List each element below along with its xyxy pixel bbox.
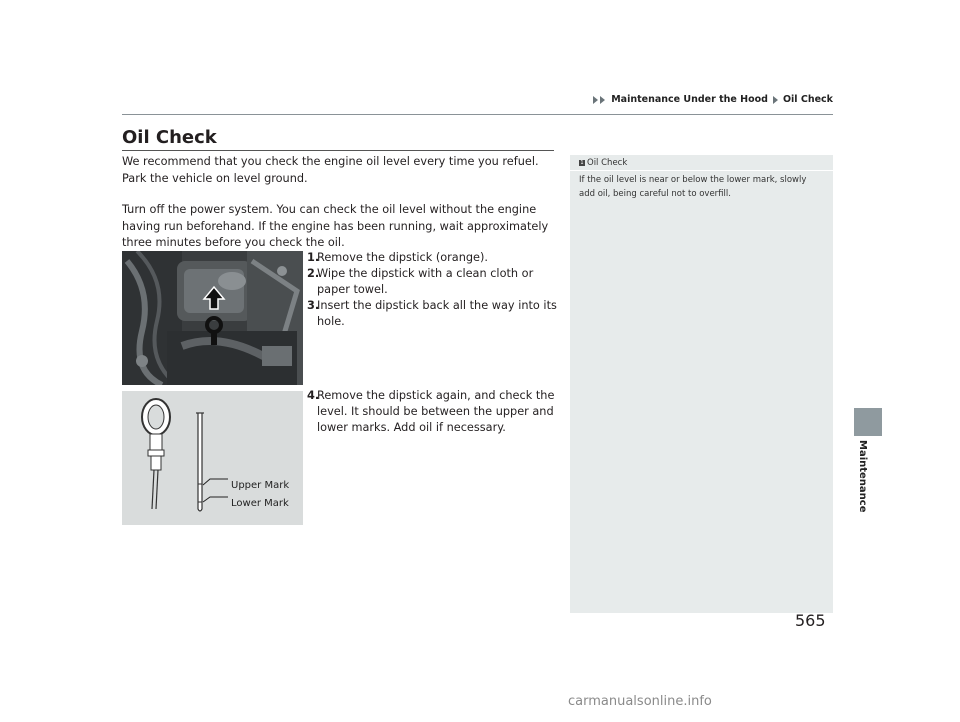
step-number: 2. <box>307 267 320 280</box>
breadcrumb-section[interactable]: Maintenance Under the Hood <box>611 94 768 105</box>
page-number: 565 <box>795 611 826 630</box>
double-arrow-icon <box>593 96 606 104</box>
header-rule <box>122 114 833 115</box>
step-text: Remove the dipstick again, and check the level. It should be between the upper and lower marks. Add oil if necessary. <box>317 389 555 434</box>
dipstick-diagram <box>122 391 303 525</box>
step-4 <box>307 388 557 436</box>
section-tab-label: Maintenance <box>857 440 868 513</box>
side-note-panel <box>570 155 833 613</box>
step-text: Insert the dipstick back all the way into its hole. <box>317 299 557 328</box>
section-tab[interactable] <box>854 408 882 436</box>
side-note-header <box>579 158 627 168</box>
side-note-body: If the oil level is near or below the lower mark, slowly add oil, being careful not to overfill. <box>579 175 807 199</box>
lower-mark-label: Lower Mark <box>231 498 289 509</box>
upper-mark-label: Upper Mark <box>231 480 290 491</box>
step-number: 4. <box>307 389 320 402</box>
step-item <box>307 298 557 330</box>
engine-illustration <box>122 251 303 385</box>
lower-mark-leader <box>203 497 228 502</box>
steps-1-3 <box>307 250 557 330</box>
breadcrumb <box>593 94 833 105</box>
upper-mark-leader <box>203 479 228 485</box>
note-marker-icon: 1 <box>580 160 584 166</box>
page-title: Oil Check <box>122 127 217 148</box>
section-tab-label-wrap <box>856 440 870 513</box>
breadcrumb-page[interactable]: Oil Check <box>782 94 833 105</box>
step-text: Remove the dipstick (orange). <box>317 251 489 264</box>
arrow-icon <box>773 96 778 104</box>
step-item <box>307 266 557 298</box>
watermark: carmanualsonline.info <box>568 694 712 709</box>
step-number: 3. <box>307 299 320 312</box>
intro-paragraph <box>122 154 558 187</box>
step-item <box>307 250 557 266</box>
power-off-paragraph: Turn off the power system. You can check the oil level without the engine having run beforehand. If the engine has been running, wait approximately three minutes before you check the oil. <box>122 203 549 249</box>
engine-photo <box>122 251 303 385</box>
step-text: Wipe the dipstick with a clean cloth or paper towel. <box>317 267 534 296</box>
title-rule <box>122 150 554 151</box>
intro-line-1: We recommend that you check the engine oil level every time you refuel. <box>122 155 539 168</box>
side-note-title: Oil Check <box>587 158 628 168</box>
intro-line-2: Park the vehicle on level ground. <box>122 171 308 185</box>
step-item <box>307 388 557 436</box>
step-number: 1. <box>307 251 320 264</box>
side-note-rule <box>570 170 833 171</box>
